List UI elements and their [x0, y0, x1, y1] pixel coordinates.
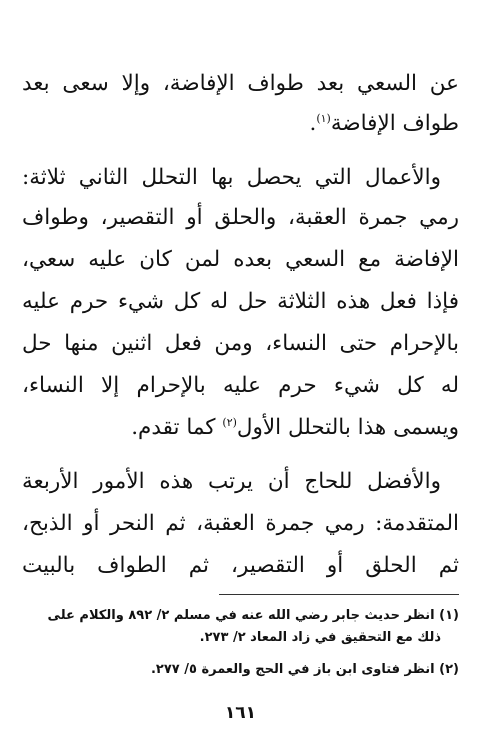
text-line-1: عن السعي بعد طواف الإفاضة، وإلا سعى بعد — [22, 71, 459, 96]
text-line-9 — [22, 408, 459, 448]
footnote-divider — [219, 594, 459, 595]
text-line-9-text: ويسمى هذا بالتحلل الأول — [236, 415, 459, 440]
text-line-12: ثم الحلق أو التقصير، ثم الطواف بالبيت — [22, 553, 459, 578]
text-line-3: والأعمال التي يحصل بها التحلل الثاني ثلاثة: — [22, 165, 441, 190]
text-line-9-tail: كما تقدم. — [131, 415, 216, 440]
text-line-6: فإذا فعل هذه الثلاثة حل له كل شيء حرم عليه — [22, 289, 459, 314]
text-line-2-text: طواف الإفاضة — [330, 111, 459, 136]
footnote-1: (١) انظر حديث جابر رضي الله عنه في مسلم ٢/ ٨٩٢ والكلام على — [47, 608, 459, 623]
text-line-10: والأفضل للحاج أن يرتب هذه الأمور الأربعة — [22, 469, 441, 494]
page-number: ١٦١ — [224, 703, 257, 723]
footnote-ref-2: (٢) — [222, 415, 237, 429]
text-line-2: طواف الإفاضة$^{(١)}$. — [309, 111, 459, 136]
text-line-4: رمي جمرة العقبة، والحلق أو التقصير، وطواف — [22, 205, 459, 230]
text-line-8: له كل شيء حرم عليه بالإحرام إلا النساء، — [22, 373, 459, 398]
text-line-11: المتقدمة: رمي جمرة العقبة، ثم النحر أو الذبح، — [22, 511, 459, 536]
footnote-1-continued: ذلك مع التحقيق في زاد المعاد ٢/ ٢٧٣. — [199, 630, 441, 645]
footnote-ref-1: (١) — [316, 111, 331, 125]
footnote-2: (٢) انظر فتاوى ابن باز في الحج والعمرة ٥/ ٢٧٧. — [150, 662, 459, 677]
text-line-7: بالإحرام حتى النساء، ومن فعل اثنين منها حل — [22, 331, 459, 356]
text-line-5: الإفاضة مع السعي بعده لمن كان عليه سعي، — [22, 247, 459, 272]
